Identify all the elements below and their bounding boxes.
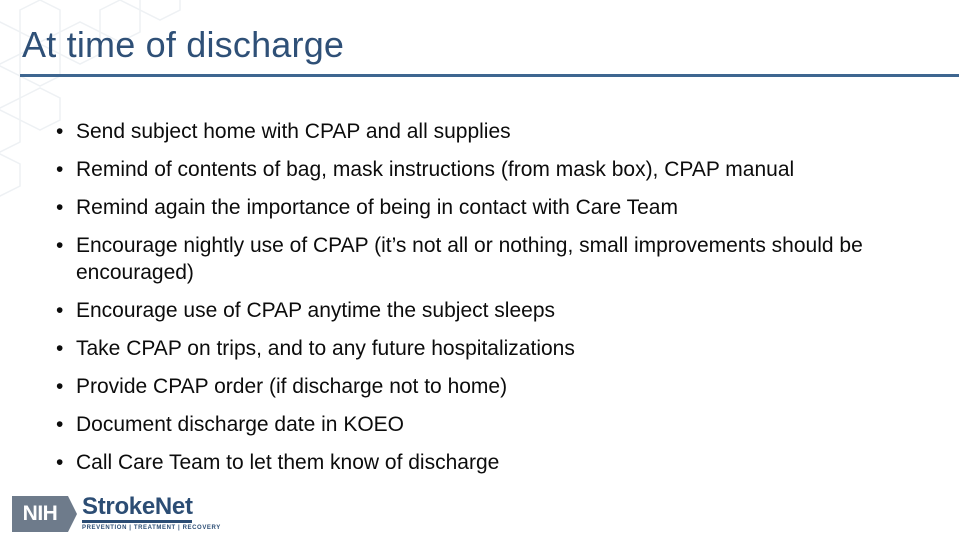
bullet-item — [56, 297, 916, 324]
strokenet-wordmark: StrokeNet — [82, 493, 193, 520]
bullet-text: Remind of contents of bag, mask instructions (from mask box), CPAP manual — [76, 158, 795, 181]
bullet-dot: • — [56, 234, 64, 257]
bullet-text: Encourage use of CPAP anytime the subject sleeps — [76, 299, 556, 322]
bullet-text: Remind again the importance of being in contact with Care Team — [76, 196, 678, 219]
bullet-dot: • — [56, 413, 64, 436]
bullet-dot: • — [56, 337, 64, 360]
bullet-dot: • — [56, 299, 64, 322]
bullet-item — [56, 335, 916, 362]
bullet-item — [56, 194, 916, 221]
nih-logo-mark: NIH — [12, 496, 68, 532]
bullet-item — [56, 232, 916, 286]
bullet-text: Encourage nightly use of CPAP (it’s not all or nothing, small improvements should be encouraged) — [76, 234, 863, 284]
bullet-text: Provide CPAP order (if discharge not to home) — [76, 375, 508, 398]
bullet-text: Send subject home with CPAP and all supplies — [76, 120, 511, 143]
nih-strokenet-logo — [12, 493, 221, 534]
title-underline — [20, 74, 959, 77]
strokenet-tagline: PREVENTION | TREATMENT | RECOVERY — [82, 525, 221, 531]
bullet-item — [56, 411, 916, 438]
bullet-list — [56, 118, 916, 487]
bullet-dot: • — [56, 120, 64, 143]
bullet-text: Document discharge date in KOEO — [76, 413, 405, 436]
bullet-text: Call Care Team to let them know of discharge — [76, 451, 500, 474]
bullet-dot: • — [56, 375, 64, 398]
bullet-text: Take CPAP on trips, and to any future hospitalizations — [76, 337, 575, 360]
bullet-item — [56, 449, 916, 476]
strokenet-underline — [82, 520, 192, 523]
bullet-item — [56, 373, 916, 400]
bullet-dot: • — [56, 196, 64, 219]
slide-title: At time of discharge — [22, 24, 345, 65]
bullet-dot: • — [56, 158, 64, 181]
bullet-dot: • — [56, 451, 64, 474]
bullet-item — [56, 118, 916, 145]
bullet-item — [56, 156, 916, 183]
